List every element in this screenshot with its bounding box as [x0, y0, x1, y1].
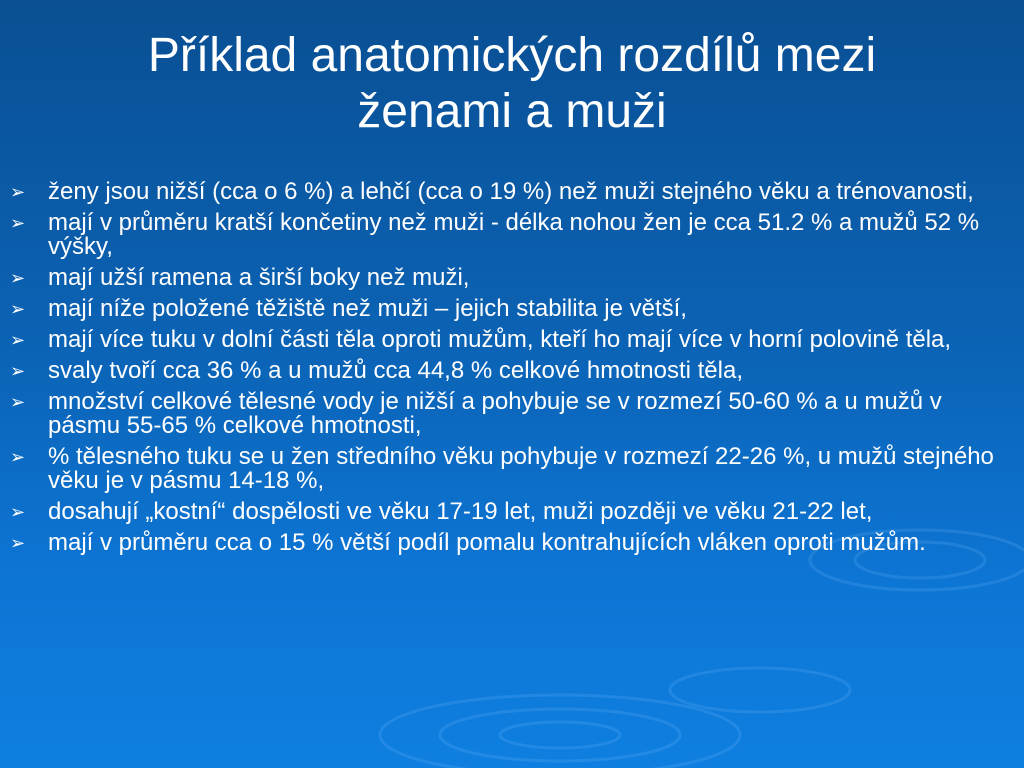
slide-title — [0, 28, 1024, 140]
arrow-bullet-icon: ➢ — [10, 392, 26, 412]
bullet-text: mají v průměru cca o 15 % větší podíl pomalu kontrahujících vláken oproti mužům. — [48, 529, 926, 556]
bullet-item — [10, 445, 1010, 493]
bullet-text: mají v průměru kratší končetiny než muži - délka nohou žen je cca 51.2 % a mužů 52 % výšky, — [48, 209, 980, 260]
slide-title-line-2: ženami a muži — [357, 85, 667, 138]
arrow-bullet-icon: ➢ — [10, 502, 26, 522]
bullet-item — [10, 500, 1010, 524]
arrow-bullet-icon: ➢ — [10, 182, 26, 202]
bullet-item — [10, 180, 1010, 204]
bullet-text: množství celkové tělesné vody je nižší a pohybuje se v rozmezí 50-60 % a u mužů v pásmu 55-65 % celkové hmotnosti, — [48, 388, 942, 439]
bullet-item — [10, 297, 1010, 321]
bullet-text: dosahují „kostní“ dospělosti ve věku 17-19 let, muži později ve věku 21-22 let, — [48, 498, 873, 525]
bullet-item — [10, 390, 1010, 438]
bullet-text: svaly tvoří cca 36 % a u mužů cca 44,8 % celkové hmotnosti těla, — [48, 357, 743, 384]
bullet-item — [10, 266, 1010, 290]
bullet-text: mají užší ramena a širší boky než muži, — [48, 264, 470, 291]
arrow-bullet-icon: ➢ — [10, 533, 26, 553]
bullet-item — [10, 531, 1010, 555]
slide-title-line-1: Příklad anatomických rozdílů mezi — [147, 29, 877, 82]
bullet-list — [10, 180, 1010, 562]
bullet-item — [10, 211, 1010, 259]
arrow-bullet-icon: ➢ — [10, 213, 26, 233]
bullet-item — [10, 328, 1010, 352]
bullet-text: % tělesného tuku se u žen středního věku pohybuje v rozmezí 22-26 %, u mužů stejného věku je v pásmu 14-18 %, — [48, 443, 994, 494]
bullet-text: mají níže položené těžiště než muži – jejich stabilita je větší, — [48, 295, 687, 322]
bullet-text: ženy jsou nižší (cca o 6 %) a lehčí (cca o 19 %) než muži stejného věku a trénovanosti, — [48, 178, 974, 205]
arrow-bullet-icon: ➢ — [10, 361, 26, 381]
arrow-bullet-icon: ➢ — [10, 447, 26, 467]
arrow-bullet-icon: ➢ — [10, 330, 26, 350]
bullet-item — [10, 359, 1010, 383]
arrow-bullet-icon: ➢ — [10, 268, 26, 288]
bullet-text: mají více tuku v dolní části těla oproti mužům, kteří ho mají více v horní polovině těla, — [48, 326, 952, 353]
arrow-bullet-icon: ➢ — [10, 299, 26, 319]
